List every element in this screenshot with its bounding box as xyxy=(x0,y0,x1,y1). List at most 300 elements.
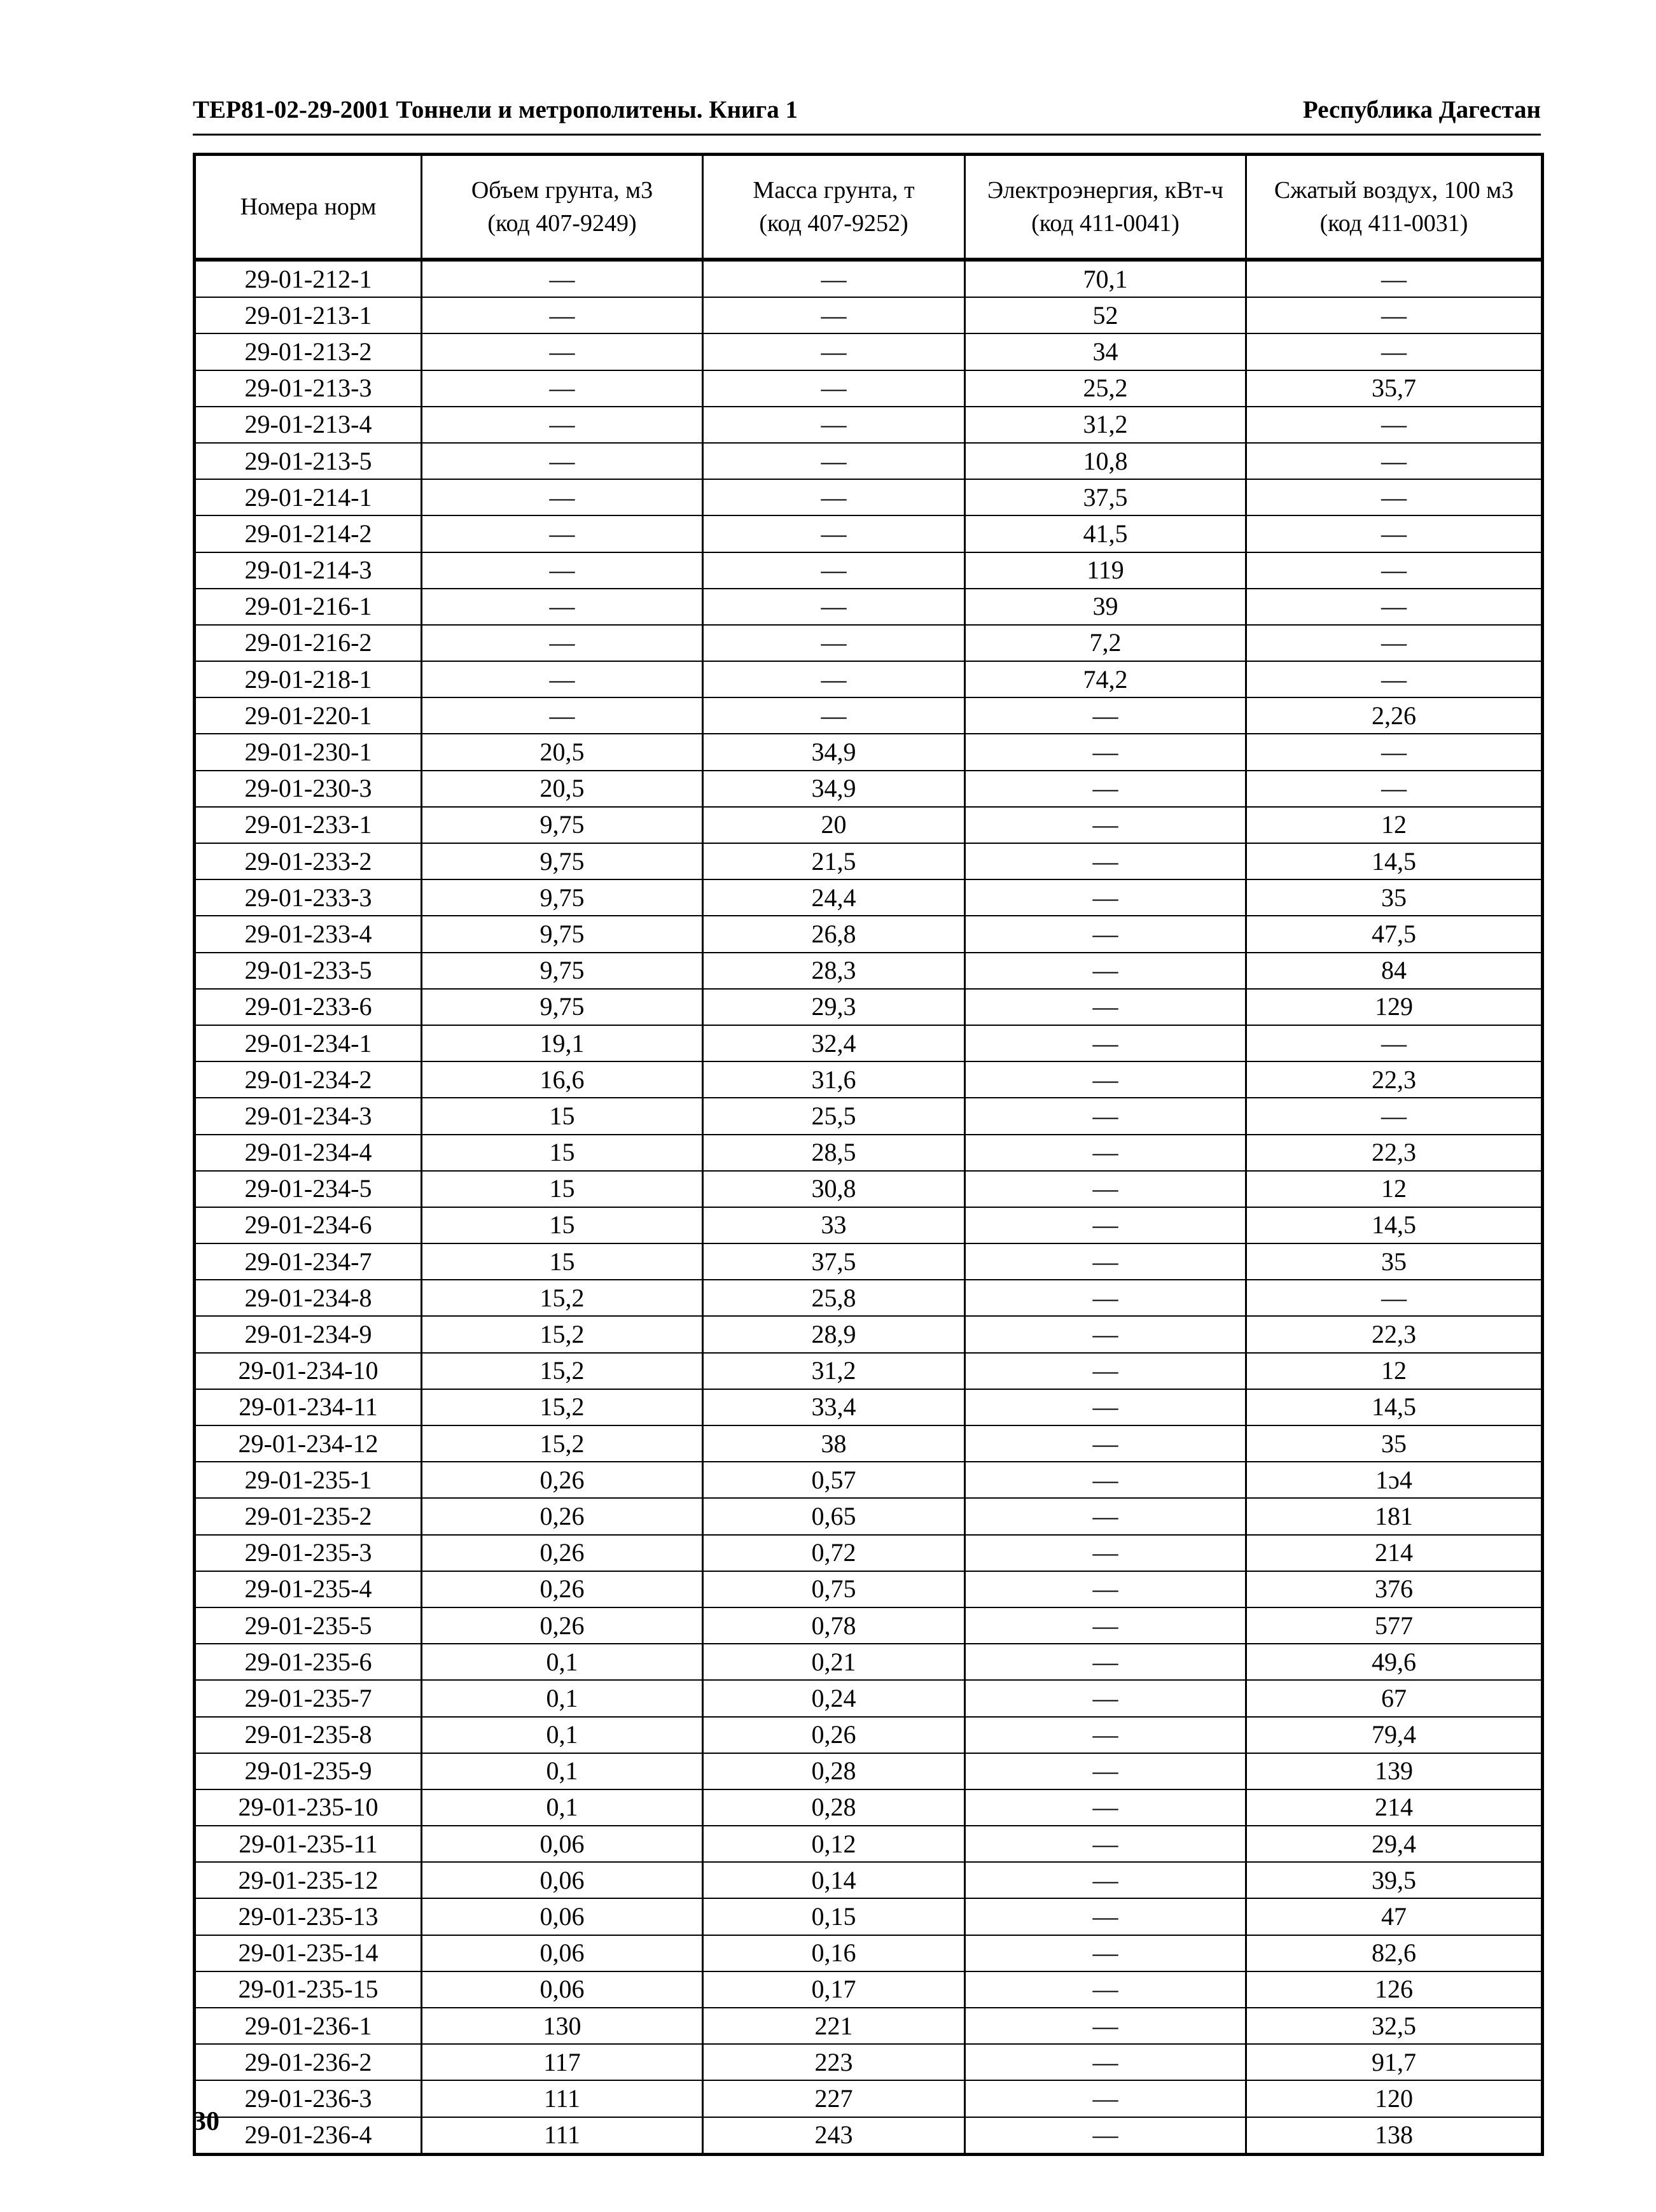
cell-compressed-air: 22,3 xyxy=(1246,1061,1543,1098)
cell-compressed-air: — xyxy=(1246,661,1543,697)
column-title: Объем грунта, м3 xyxy=(471,177,653,204)
table-row xyxy=(195,333,1543,370)
cell-norm-number: 29-01-234-8 xyxy=(195,1280,422,1316)
table-row xyxy=(195,1862,1543,1898)
table-row xyxy=(195,443,1543,479)
cell-soil-volume: 0,26 xyxy=(422,1462,703,1498)
cell-soil-volume: 0,06 xyxy=(422,1971,703,2008)
cell-soil-volume: 20,5 xyxy=(422,734,703,770)
cell-norm-number: 29-01-235-13 xyxy=(195,1898,422,1935)
cell-soil-mass: 0,28 xyxy=(703,1789,965,1826)
cell-compressed-air: — xyxy=(1246,260,1543,297)
cell-electricity: 37,5 xyxy=(965,479,1246,515)
cell-soil-mass: — xyxy=(703,552,965,589)
table-row xyxy=(195,1061,1543,1098)
cell-soil-volume: 117 xyxy=(422,2044,703,2080)
cell-compressed-air: 12 xyxy=(1246,1353,1543,1389)
table-row xyxy=(195,734,1543,770)
cell-electricity: 25,2 xyxy=(965,370,1246,407)
table-row xyxy=(195,879,1543,916)
cell-compressed-air: — xyxy=(1246,552,1543,589)
cell-soil-volume: 0,06 xyxy=(422,1826,703,1862)
cell-soil-mass: 0,17 xyxy=(703,1971,965,2008)
cell-electricity: — xyxy=(965,697,1246,734)
cell-norm-number: 29-01-214-3 xyxy=(195,552,422,589)
cell-norm-number: 29-01-218-1 xyxy=(195,661,422,697)
cell-electricity: — xyxy=(965,1498,1246,1534)
cell-norm-number: 29-01-234-9 xyxy=(195,1316,422,1352)
cell-electricity: — xyxy=(965,807,1246,843)
cell-electricity: — xyxy=(965,1098,1246,1134)
table-row xyxy=(195,370,1543,407)
cell-electricity: — xyxy=(965,1607,1246,1644)
cell-soil-volume: 20,5 xyxy=(422,771,703,807)
cell-soil-volume: 15,2 xyxy=(422,1280,703,1316)
cell-soil-mass: 28,5 xyxy=(703,1135,965,1171)
cell-soil-volume: 0,1 xyxy=(422,1789,703,1826)
table-row xyxy=(195,1207,1543,1243)
cell-soil-volume: 15 xyxy=(422,1098,703,1134)
cell-norm-number: 29-01-235-2 xyxy=(195,1498,422,1534)
table-row xyxy=(195,1644,1543,1680)
table-row xyxy=(195,1898,1543,1935)
cell-soil-volume: 9,75 xyxy=(422,989,703,1025)
table-row xyxy=(195,589,1543,625)
cell-soil-volume: 15 xyxy=(422,1171,703,1207)
cell-soil-volume: 9,75 xyxy=(422,953,703,989)
table-row xyxy=(195,1753,1543,1789)
cell-soil-mass: 31,6 xyxy=(703,1061,965,1098)
cell-compressed-air: — xyxy=(1246,407,1543,443)
column-title: Сжатый воздух, 100 м3 xyxy=(1274,177,1514,204)
cell-compressed-air: 577 xyxy=(1246,1607,1543,1644)
cell-soil-mass: — xyxy=(703,370,965,407)
cell-norm-number: 29-01-235-15 xyxy=(195,1971,422,2008)
cell-soil-volume: — xyxy=(422,443,703,479)
table-row xyxy=(195,1680,1543,1716)
cell-compressed-air: 138 xyxy=(1246,2117,1543,2155)
cell-compressed-air: 14,5 xyxy=(1246,843,1543,879)
cell-compressed-air: 14,5 xyxy=(1246,1207,1543,1243)
cell-soil-mass: 31,2 xyxy=(703,1353,965,1389)
cell-norm-number: 29-01-235-8 xyxy=(195,1717,422,1753)
cell-soil-mass: 0,75 xyxy=(703,1571,965,1607)
cell-soil-volume: 19,1 xyxy=(422,1025,703,1061)
cell-compressed-air: 22,3 xyxy=(1246,1316,1543,1352)
cell-norm-number: 29-01-236-1 xyxy=(195,2008,422,2044)
table-row xyxy=(195,1243,1543,1280)
table-row xyxy=(195,1607,1543,1644)
cell-soil-mass: 227 xyxy=(703,2080,965,2117)
cell-electricity: — xyxy=(965,1389,1246,1425)
cell-soil-mass: 243 xyxy=(703,2117,965,2155)
cell-electricity: 41,5 xyxy=(965,515,1246,552)
cell-electricity: — xyxy=(965,2117,1246,2155)
cell-electricity: — xyxy=(965,1826,1246,1862)
cell-soil-volume: 0,1 xyxy=(422,1644,703,1680)
cell-electricity: — xyxy=(965,1680,1246,1716)
cell-compressed-air: 47 xyxy=(1246,1898,1543,1935)
cell-soil-mass: 0,21 xyxy=(703,1644,965,1680)
cell-electricity: — xyxy=(965,1061,1246,1098)
cell-electricity: — xyxy=(965,1717,1246,1753)
cell-soil-mass: 29,3 xyxy=(703,989,965,1025)
cell-compressed-air: — xyxy=(1246,625,1543,661)
cell-soil-volume: 15 xyxy=(422,1135,703,1171)
cell-compressed-air: 2,26 xyxy=(1246,697,1543,734)
cell-soil-mass: 0,12 xyxy=(703,1826,965,1862)
table-row xyxy=(195,1098,1543,1134)
cell-norm-number: 29-01-234-10 xyxy=(195,1353,422,1389)
cell-norm-number: 29-01-213-3 xyxy=(195,370,422,407)
cell-soil-mass: 0,57 xyxy=(703,1462,965,1498)
cell-compressed-air: 22,3 xyxy=(1246,1135,1543,1171)
table-header-row xyxy=(195,155,1543,260)
cell-norm-number: 29-01-233-4 xyxy=(195,916,422,952)
cell-norm-number: 29-01-234-7 xyxy=(195,1243,422,1280)
cell-compressed-air: 12 xyxy=(1246,1171,1543,1207)
cell-soil-mass: 0,15 xyxy=(703,1898,965,1935)
cell-soil-mass: 20 xyxy=(703,807,965,843)
cell-norm-number: 29-01-234-3 xyxy=(195,1098,422,1134)
cell-electricity: — xyxy=(965,1353,1246,1389)
cell-soil-volume: 111 xyxy=(422,2080,703,2117)
cell-soil-volume: 0,1 xyxy=(422,1717,703,1753)
cell-compressed-air: 82,6 xyxy=(1246,1935,1543,1971)
table-row xyxy=(195,1425,1543,1462)
cell-norm-number: 29-01-234-4 xyxy=(195,1135,422,1171)
cell-soil-mass: — xyxy=(703,589,965,625)
table-row xyxy=(195,1571,1543,1607)
cell-soil-mass: 0,78 xyxy=(703,1607,965,1644)
cell-soil-volume: — xyxy=(422,260,703,297)
table-row xyxy=(195,843,1543,879)
table-row xyxy=(195,1353,1543,1389)
cell-electricity: — xyxy=(965,2044,1246,2080)
cell-electricity: 10,8 xyxy=(965,443,1246,479)
cell-electricity: — xyxy=(965,1462,1246,1498)
cell-soil-mass: 33 xyxy=(703,1207,965,1243)
table-row xyxy=(195,1498,1543,1534)
cell-soil-volume: 0,06 xyxy=(422,1935,703,1971)
cell-electricity: 31,2 xyxy=(965,407,1246,443)
cell-norm-number: 29-01-230-1 xyxy=(195,734,422,770)
cell-soil-volume: 15,2 xyxy=(422,1389,703,1425)
cell-norm-number: 29-01-213-1 xyxy=(195,297,422,333)
cell-norm-number: 29-01-236-2 xyxy=(195,2044,422,2080)
cell-soil-volume: 0,1 xyxy=(422,1680,703,1716)
cell-soil-mass: — xyxy=(703,333,965,370)
cell-soil-mass: — xyxy=(703,515,965,552)
cell-compressed-air: — xyxy=(1246,479,1543,515)
cell-compressed-air: — xyxy=(1246,515,1543,552)
cell-compressed-air: — xyxy=(1246,589,1543,625)
cell-electricity: — xyxy=(965,1207,1246,1243)
cell-soil-volume: 0,06 xyxy=(422,1898,703,1935)
cell-electricity: — xyxy=(965,916,1246,952)
cell-compressed-air: 376 xyxy=(1246,1571,1543,1607)
cell-electricity: — xyxy=(965,1280,1246,1316)
cell-compressed-air: 32,5 xyxy=(1246,2008,1543,2044)
cell-norm-number: 29-01-234-5 xyxy=(195,1171,422,1207)
table-row xyxy=(195,2008,1543,2044)
cell-compressed-air: 84 xyxy=(1246,953,1543,989)
cell-soil-volume: 9,75 xyxy=(422,879,703,916)
table-row xyxy=(195,1025,1543,1061)
cell-norm-number: 29-01-235-5 xyxy=(195,1607,422,1644)
table-row xyxy=(195,2044,1543,2080)
cell-compressed-air: 91,7 xyxy=(1246,2044,1543,2080)
cell-electricity: — xyxy=(965,843,1246,879)
table-row xyxy=(195,989,1543,1025)
cell-electricity: — xyxy=(965,2080,1246,2117)
cell-norm-number: 29-01-235-10 xyxy=(195,1789,422,1826)
cell-soil-volume: 0,26 xyxy=(422,1535,703,1571)
cell-compressed-air: — xyxy=(1246,1025,1543,1061)
cell-soil-volume: 0,26 xyxy=(422,1498,703,1534)
cell-norm-number: 29-01-233-5 xyxy=(195,953,422,989)
table-row xyxy=(195,1789,1543,1826)
cell-electricity: — xyxy=(965,1425,1246,1462)
table-row xyxy=(195,697,1543,734)
cell-electricity: — xyxy=(965,2008,1246,2044)
cell-compressed-air: 120 xyxy=(1246,2080,1543,2117)
table-row xyxy=(195,1826,1543,1862)
cell-norm-number: 29-01-235-14 xyxy=(195,1935,422,1971)
cell-norm-number: 29-01-216-2 xyxy=(195,625,422,661)
cell-electricity: — xyxy=(965,771,1246,807)
cell-compressed-air: 214 xyxy=(1246,1535,1543,1571)
cell-soil-mass: 38 xyxy=(703,1425,965,1462)
cell-norm-number: 29-01-235-9 xyxy=(195,1753,422,1789)
cell-norm-number: 29-01-233-2 xyxy=(195,843,422,879)
cell-compressed-air: 35,7 xyxy=(1246,370,1543,407)
cell-soil-mass: 30,8 xyxy=(703,1171,965,1207)
cell-soil-mass: 37,5 xyxy=(703,1243,965,1280)
cell-electricity: — xyxy=(965,1571,1246,1607)
cell-soil-volume: — xyxy=(422,589,703,625)
cell-norm-number: 29-01-235-4 xyxy=(195,1571,422,1607)
cell-soil-mass: 0,24 xyxy=(703,1680,965,1716)
cell-compressed-air: 35 xyxy=(1246,1425,1543,1462)
table-row xyxy=(195,1171,1543,1207)
cell-soil-volume: 9,75 xyxy=(422,843,703,879)
cell-norm-number: 29-01-214-2 xyxy=(195,515,422,552)
cell-soil-volume: 0,06 xyxy=(422,1862,703,1898)
cell-soil-volume: 15 xyxy=(422,1207,703,1243)
cell-norm-number: 29-01-212-1 xyxy=(195,260,422,297)
document-header-region: Республика Дагестан xyxy=(1302,96,1541,123)
cell-soil-volume: 9,75 xyxy=(422,916,703,952)
cell-compressed-air: — xyxy=(1246,771,1543,807)
cell-soil-mass: 33,4 xyxy=(703,1389,965,1425)
cell-soil-mass: 0,26 xyxy=(703,1717,965,1753)
table-row xyxy=(195,407,1543,443)
cell-soil-mass: 24,4 xyxy=(703,879,965,916)
cell-compressed-air: — xyxy=(1246,443,1543,479)
table-row xyxy=(195,916,1543,952)
header-divider xyxy=(193,134,1541,136)
cell-norm-number: 29-01-236-4 xyxy=(195,2117,422,2155)
cell-soil-mass: 28,9 xyxy=(703,1316,965,1352)
cell-electricity: 52 xyxy=(965,297,1246,333)
cell-soil-mass: — xyxy=(703,407,965,443)
cell-electricity: — xyxy=(965,989,1246,1025)
cell-soil-mass: — xyxy=(703,625,965,661)
cell-soil-volume: — xyxy=(422,407,703,443)
cell-norm-number: 29-01-234-1 xyxy=(195,1025,422,1061)
cell-soil-mass: 32,4 xyxy=(703,1025,965,1061)
column-header-soil-volume xyxy=(422,155,703,260)
column-code: (код 407-9252) xyxy=(759,210,908,237)
cell-electricity: — xyxy=(965,1243,1246,1280)
cell-norm-number: 29-01-213-4 xyxy=(195,407,422,443)
cell-soil-volume: 15,2 xyxy=(422,1316,703,1352)
cell-norm-number: 29-01-235-3 xyxy=(195,1535,422,1571)
cell-soil-mass: 221 xyxy=(703,2008,965,2044)
cell-compressed-air: 139 xyxy=(1246,1753,1543,1789)
cell-electricity: — xyxy=(965,734,1246,770)
cell-norm-number: 29-01-230-3 xyxy=(195,771,422,807)
table-row xyxy=(195,260,1543,297)
cell-electricity: — xyxy=(965,1862,1246,1898)
cell-compressed-air: 12 xyxy=(1246,807,1543,843)
table-row xyxy=(195,1462,1543,1498)
cell-electricity: — xyxy=(965,1971,1246,2008)
cell-norm-number: 29-01-234-6 xyxy=(195,1207,422,1243)
cell-norm-number: 29-01-213-5 xyxy=(195,443,422,479)
cell-norm-number: 29-01-233-1 xyxy=(195,807,422,843)
cell-compressed-air: — xyxy=(1246,297,1543,333)
cell-soil-mass: 34,9 xyxy=(703,771,965,807)
table-row xyxy=(195,297,1543,333)
table-row xyxy=(195,953,1543,989)
table-row xyxy=(195,807,1543,843)
cell-electricity: 70,1 xyxy=(965,260,1246,297)
cell-compressed-air: 126 xyxy=(1246,1971,1543,2008)
table-row xyxy=(195,515,1543,552)
column-title: Электроэнергия, кВт-ч xyxy=(987,177,1223,204)
cell-compressed-air: 79,4 xyxy=(1246,1717,1543,1753)
table-row xyxy=(195,1135,1543,1171)
column-header-soil-mass xyxy=(703,155,965,260)
cell-soil-volume: — xyxy=(422,661,703,697)
cell-compressed-air: 35 xyxy=(1246,1243,1543,1280)
cell-soil-volume: — xyxy=(422,370,703,407)
cell-norm-number: 29-01-235-12 xyxy=(195,1862,422,1898)
table-row xyxy=(195,661,1543,697)
cell-electricity: — xyxy=(965,1753,1246,1789)
cell-norm-number: 29-01-235-6 xyxy=(195,1644,422,1680)
cell-norm-number: 29-01-235-11 xyxy=(195,1826,422,1862)
cell-soil-volume: — xyxy=(422,552,703,589)
table-row xyxy=(195,1935,1543,1971)
cell-soil-mass: 34,9 xyxy=(703,734,965,770)
cell-soil-volume: 0,1 xyxy=(422,1753,703,1789)
cell-electricity: — xyxy=(965,879,1246,916)
cell-compressed-air: 35 xyxy=(1246,879,1543,916)
cell-electricity: 39 xyxy=(965,589,1246,625)
cell-electricity: — xyxy=(965,953,1246,989)
cell-electricity: — xyxy=(965,1135,1246,1171)
cell-norm-number: 29-01-234-12 xyxy=(195,1425,422,1462)
cell-soil-mass: — xyxy=(703,297,965,333)
table-row xyxy=(195,1717,1543,1753)
cell-soil-mass: — xyxy=(703,260,965,297)
column-header-compressed-air xyxy=(1246,155,1543,260)
document-header-title: ТЕР81-02-29-2001 Тоннели и метрополитены. Книга 1 xyxy=(193,96,798,123)
cell-norm-number: 29-01-233-3 xyxy=(195,879,422,916)
cell-soil-volume: 15 xyxy=(422,1243,703,1280)
cell-soil-volume: 15,2 xyxy=(422,1425,703,1462)
column-code: (код 407-9249) xyxy=(487,210,637,237)
cell-norm-number: 29-01-220-1 xyxy=(195,697,422,734)
cell-norm-number: 29-01-235-7 xyxy=(195,1680,422,1716)
cell-compressed-air: 47,5 xyxy=(1246,916,1543,952)
cell-soil-volume: 111 xyxy=(422,2117,703,2155)
cell-soil-mass: 0,65 xyxy=(703,1498,965,1534)
cell-norm-number: 29-01-233-6 xyxy=(195,989,422,1025)
cell-norm-number: 29-01-213-2 xyxy=(195,333,422,370)
norms-table-container xyxy=(193,153,1541,2156)
cell-compressed-air: 1ɔ4 xyxy=(1246,1462,1543,1498)
cell-soil-volume: — xyxy=(422,333,703,370)
column-code: (код 411-0031) xyxy=(1319,210,1468,237)
page-number: 30 xyxy=(193,2107,219,2136)
column-header-norm-numbers xyxy=(195,155,422,260)
cell-soil-volume: 0,26 xyxy=(422,1607,703,1644)
table-row xyxy=(195,2117,1543,2155)
table-row xyxy=(195,625,1543,661)
cell-norm-number: 29-01-235-1 xyxy=(195,1462,422,1498)
table-row xyxy=(195,552,1543,589)
cell-electricity: — xyxy=(965,1644,1246,1680)
cell-electricity: — xyxy=(965,1316,1246,1352)
cell-soil-volume: — xyxy=(422,697,703,734)
cell-soil-volume: — xyxy=(422,297,703,333)
norms-table xyxy=(193,153,1544,2156)
cell-soil-mass: — xyxy=(703,661,965,697)
cell-electricity: — xyxy=(965,1025,1246,1061)
cell-soil-volume: 16,6 xyxy=(422,1061,703,1098)
cell-soil-mass: 0,14 xyxy=(703,1862,965,1898)
cell-compressed-air: 67 xyxy=(1246,1680,1543,1716)
column-title: Номера норм xyxy=(240,193,377,220)
cell-electricity: 119 xyxy=(965,552,1246,589)
table-row xyxy=(195,1389,1543,1425)
cell-soil-mass: 0,72 xyxy=(703,1535,965,1571)
cell-soil-volume: 130 xyxy=(422,2008,703,2044)
cell-compressed-air: 39,5 xyxy=(1246,1862,1543,1898)
cell-soil-volume: 0,26 xyxy=(422,1571,703,1607)
cell-soil-mass: 28,3 xyxy=(703,953,965,989)
cell-soil-mass: 21,5 xyxy=(703,843,965,879)
cell-electricity: — xyxy=(965,1535,1246,1571)
cell-soil-mass: — xyxy=(703,697,965,734)
cell-electricity: 34 xyxy=(965,333,1246,370)
cell-soil-mass: — xyxy=(703,443,965,479)
cell-soil-volume: 15,2 xyxy=(422,1353,703,1389)
cell-soil-mass: 0,16 xyxy=(703,1935,965,1971)
cell-electricity: — xyxy=(965,1171,1246,1207)
cell-electricity: — xyxy=(965,1898,1246,1935)
cell-electricity: — xyxy=(965,1789,1246,1826)
cell-norm-number: 29-01-214-1 xyxy=(195,479,422,515)
cell-compressed-air: 129 xyxy=(1246,989,1543,1025)
cell-soil-volume: — xyxy=(422,479,703,515)
cell-compressed-air: 29,4 xyxy=(1246,1826,1543,1862)
cell-compressed-air: — xyxy=(1246,734,1543,770)
